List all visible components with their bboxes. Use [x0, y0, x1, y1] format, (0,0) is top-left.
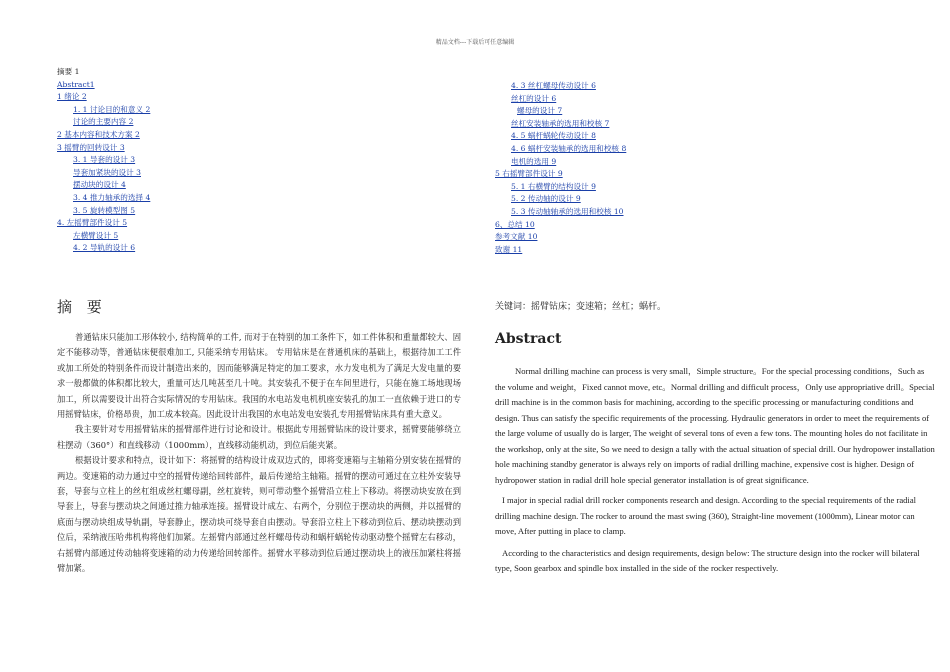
toc-entry[interactable]: 4. 2 导轨的设计 6 [73, 243, 136, 253]
toc-entry[interactable]: 4. 左摇臂部件设计 5 [57, 218, 128, 228]
toc-entry[interactable]: 讨论的主要内容 2 [73, 117, 134, 127]
english-abstract [495, 364, 935, 583]
toc-entry[interactable]: 5 右摇臂部件设计 9 [495, 169, 563, 179]
toc-entry[interactable]: 2 基本内容和技术方案 2 [57, 129, 140, 139]
toc-entry[interactable]: 参考文献 10 [495, 232, 538, 242]
toc-entry[interactable]: 4. 6 蜗杆安装轴承的选用和校核 8 [511, 143, 627, 153]
toc-entry[interactable]: 致谢 11 [495, 244, 523, 254]
toc-entry: 摘要 1 [57, 67, 80, 76]
english-abstract-title: Abstract [495, 331, 562, 347]
toc-entry[interactable]: 3 摇臂的回转设计 3 [57, 142, 125, 152]
chinese-abstract [57, 296, 461, 577]
page-header: 精品文档---下载后可任意编辑 [435, 39, 515, 46]
toc-entry[interactable]: 3. 5 旋转模型图 5 [73, 205, 136, 215]
chinese-abstract-paragraph: 我主要针对专用摇臂钻床的摇臂部件进行讨论和设计。根据此专用摇臂钻床的设计要求，摇臂要能够绕立柱摆动（360°）和直线移动（1000mm），直线移动能机动，到位后能夹紧。 [57, 424, 461, 450]
toc-entry[interactable]: 丝杠安装轴承的选用和校核 7 [511, 118, 610, 128]
toc-entry[interactable]: 5. 3 传动轴轴承的选用和校核 10 [511, 206, 624, 216]
toc-entry[interactable]: 3. 4 推力轴承的选择 4 [73, 192, 151, 202]
keywords-text: 摇臂钻床；变速箱；丝杠；蜗杆。 [531, 302, 667, 312]
toc-entry[interactable]: 3. 1 导套的设计 3 [73, 155, 136, 165]
toc-entry[interactable]: 4. 3 丝杠螺母传动设计 6 [511, 81, 596, 90]
english-abstract-paragraph: According to the characteristics and design requirements, design below: The structure design into the rocker will bilateral type, Soon gearbox and spindle box installed in the side of the rocker respectively. [495, 547, 920, 573]
toc-entry[interactable]: 摆动块的设计 4 [73, 180, 126, 190]
chinese-abstract-paragraph: 根据设计要求和特点，设计如下：将摇臂的结构设计成双边式的，即将变速箱与主轴箱分别安装在摇臂的两边。变速箱的动力通过中空的摇臂传递给回转部件，最后传递给主轴箱。摇臂的摆动可通过在立柱外安装导套，导套与立柱上的丝杠组成丝杠螺母副，丝杠旋转，则可带动整个摇臂沿立柱上下移动。将摆动块安放在到导套上，导套与摆动块之间通过推力轴承连接。摇臂设计成左、右两个，分别位于摆动块的两侧，并以摇臂的底面与摆动块组成导轨副，导套静止，摆动块可绕导套自由摆动。导套沿立柱上下移动到位后、摆动块摆动到位后，采纳液压哈弗机构将他们加紧。左摇臂内部通过丝杆螺母传动和蜗杆蜗轮传动驱动整个摇臂左右移动，右摇臂内部通过传动轴将变速箱的动力传递给回转部件。摇臂水平移动到位后通过摆动块上的液压加紧柱将摇臂加紧。 [57, 455, 461, 574]
toc-entry[interactable]: 4. 5 蜗杆蜗轮传动设计 8 [511, 131, 596, 141]
english-abstract-paragraph: I major in special radial drill rocker components research and design. According to the special requirements of the radial drilling machine design. The rocker to around the mast swing (360), Straight-line movement (1000mm), Linear motor can move, After putting in place to clamp. [495, 495, 917, 536]
keywords [495, 299, 666, 312]
toc-entry[interactable]: 1. 1 讨论目的和意义 2 [73, 104, 151, 114]
english-abstract-paragraph: Normal drilling machine can process is very small，Simple structure。For the special processing conditions，Such as the volume and weight，Fixed cannot move, etc。Normal drilling and difficult process，Only use appropriative drill。Special drill machine is in the common basis for machining, according to the specific processing or manufacturing conditions and design. Thus can satisfy the specific requirements of the processing. Hydraulic generators in order to meet the requirements of the large volume of usually do is larger, The weight of several tons of even a few tons. The mounting holes do not facilitate in the workshop, only at the site, So we need to design a tally with the actual situation of special drill. Our hydropower installation hole machining standby generator is always rely on imports of radial drilling machine, expensive cost is higher. Design of hydropower station in radial drill hole special generator installation is of great significance. [495, 366, 935, 485]
toc-entry[interactable]: Abstract1 [57, 79, 95, 89]
keywords-label: 关键词： [495, 302, 532, 312]
toc-entry[interactable]: 左横臂设计 5 [73, 230, 119, 240]
toc-entry[interactable]: 5. 2 传动轴的设计 9 [511, 194, 581, 204]
toc-entry[interactable]: 电机的选用 9 [511, 156, 557, 166]
table-of-contents-right [495, 80, 915, 256]
toc-entry[interactable]: 1 绪论 2 [57, 92, 87, 102]
toc-entry[interactable]: 丝杠的设计 6 [511, 93, 557, 103]
toc-entry[interactable]: 螺母的设计 7 [517, 106, 563, 116]
toc-entry[interactable]: 6、总结 10 [495, 219, 535, 229]
chinese-abstract-title: 摘 要 [57, 298, 107, 316]
toc-entry[interactable]: 5. 1 右横臂的结构设计 9 [511, 181, 596, 191]
table-of-contents-left [57, 66, 457, 255]
toc-entry[interactable]: 导套加紧块的设计 3 [73, 167, 141, 177]
chinese-abstract-paragraph: 普通钻床只能加工形体较小, 结构简单的工件, 而对于在特别的加工条件下，如工件体积和重量都较大、固定不能移动等，普通钻床便很难加工, 只能采纳专用钻床。 专用钻床是在普通机床的基础上，根据待加工工件或加工所处的特别条件而设计制造出来的，因而能够满足特定的加工要求，水力发电机为了满足大发电量的要求一般都做的体积都比较大，重量可达几吨甚至几十吨。其安装孔不便于在车间里进行，只能在施工场地现场加工，所以需要设计出符合实际情况的专用钻床。我国的水电站发电机机座安装孔的加工一直依赖于进口的专用摇臂钻床，价格昂贵，加工成本较高。因此设计出我国的水电站发电安装孔专用摇臂钻床具有重大意义。 [57, 332, 461, 420]
